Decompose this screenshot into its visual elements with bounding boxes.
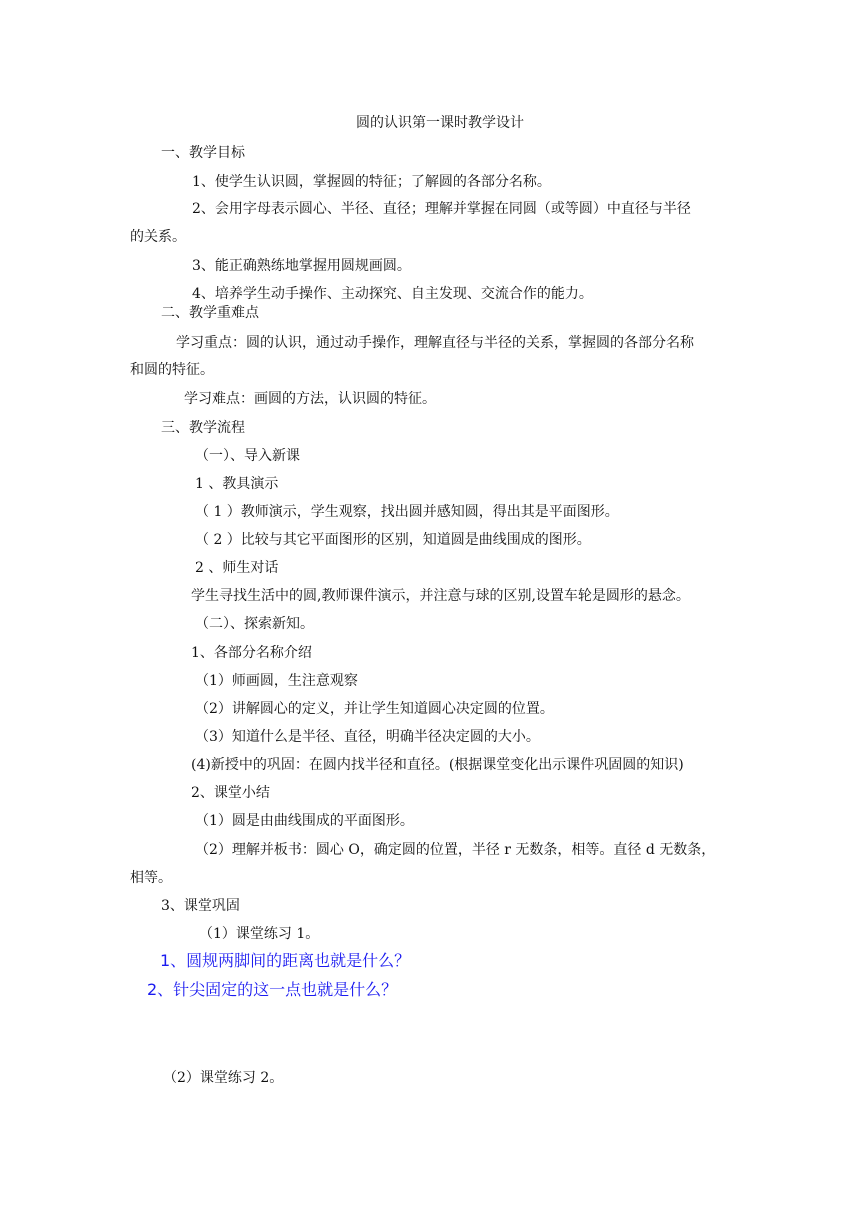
paragraph-line: （ 1 ）教师演示，学生观察，找出圆并感知圆，得出其是平面图形。 — [195, 504, 619, 520]
question-line: 2、针尖固定的这一点也就是什么？ — [147, 980, 398, 999]
paragraph-line: （二）、探索新知。 — [195, 616, 314, 632]
paragraph-line: 和圆的特征。 — [130, 362, 214, 378]
paragraph-line: （1）圆是由曲线围成的平面图形。 — [195, 813, 414, 829]
paragraph-line: 2、会用字母表示圆心、半径、直径；理解并掌握在同圆（或等圆）中直径与半径 — [192, 201, 691, 217]
paragraph-line: 2、课堂小结 — [191, 785, 270, 801]
paragraph-line: 学习难点：画圆的方法，认识圆的特征。 — [184, 391, 436, 407]
paragraph-line: 学生寻找生活中的圆,教师课件演示，并注意与球的区别,设置车轮是圆形的悬念。 — [191, 588, 690, 604]
paragraph-line: （2）讲解圆心的定义，并让学生知道圆心决定圆的位置。 — [195, 701, 554, 717]
paragraph-line: 1、使学生认识圆，掌握圆的特征；了解圆的各部分名称。 — [192, 174, 551, 190]
section-heading: 一、教学目标 — [161, 145, 245, 161]
section-heading: 二、教学重难点 — [161, 305, 259, 321]
paragraph-line: 学习重点：圆的认识，通过动手操作，理解直径与半径的关系，掌握圆的各部分名称 — [176, 335, 694, 351]
paragraph-line: 1 、教具演示 — [195, 476, 279, 492]
paragraph-line: （1）师画圆，生注意观察 — [195, 673, 358, 689]
paragraph-line: （1）课堂练习 1。 — [199, 926, 320, 942]
paragraph-line: 的关系。 — [130, 229, 186, 245]
paragraph-line: （ 2 ）比较与其它平面图形的区别，知道圆是曲线围成的图形。 — [195, 532, 591, 548]
paragraph-line: （3）知道什么是半径、直径，明确半径决定圆的大小。 — [195, 729, 540, 745]
paragraph-line: 1、各部分名称介绍 — [191, 645, 312, 661]
section-heading: 三、教学流程 — [161, 420, 245, 436]
document-title: 圆的认识第一课时教学设计 — [356, 115, 524, 131]
paragraph-line: 2 、师生对话 — [195, 560, 279, 576]
paragraph-line: (4)新授中的巩固：在圆内找半径和直径。(根据课堂变化出示课件巩固圆的知识) — [191, 757, 684, 773]
paragraph-line: 4、培养学生动手操作、主动探究、自主发现、交流合作的能力。 — [192, 286, 593, 302]
paragraph-line: 相等。 — [130, 870, 172, 886]
paragraph-line: （2）课堂练习 2。 — [163, 1070, 284, 1086]
paragraph-line: 3、能正确熟练地掌握用圆规画圆。 — [192, 258, 411, 274]
question-line: 1、圆规两脚间的距离也就是什么？ — [160, 951, 411, 970]
paragraph-line: 3、课堂巩固 — [161, 898, 240, 914]
paragraph-line: （2）理解并板书：圆心 O，确定圆的位置，半径 r 无数条，相等。直径 d 无数条， — [195, 842, 716, 858]
paragraph-line: （一）、导入新课 — [195, 448, 300, 464]
